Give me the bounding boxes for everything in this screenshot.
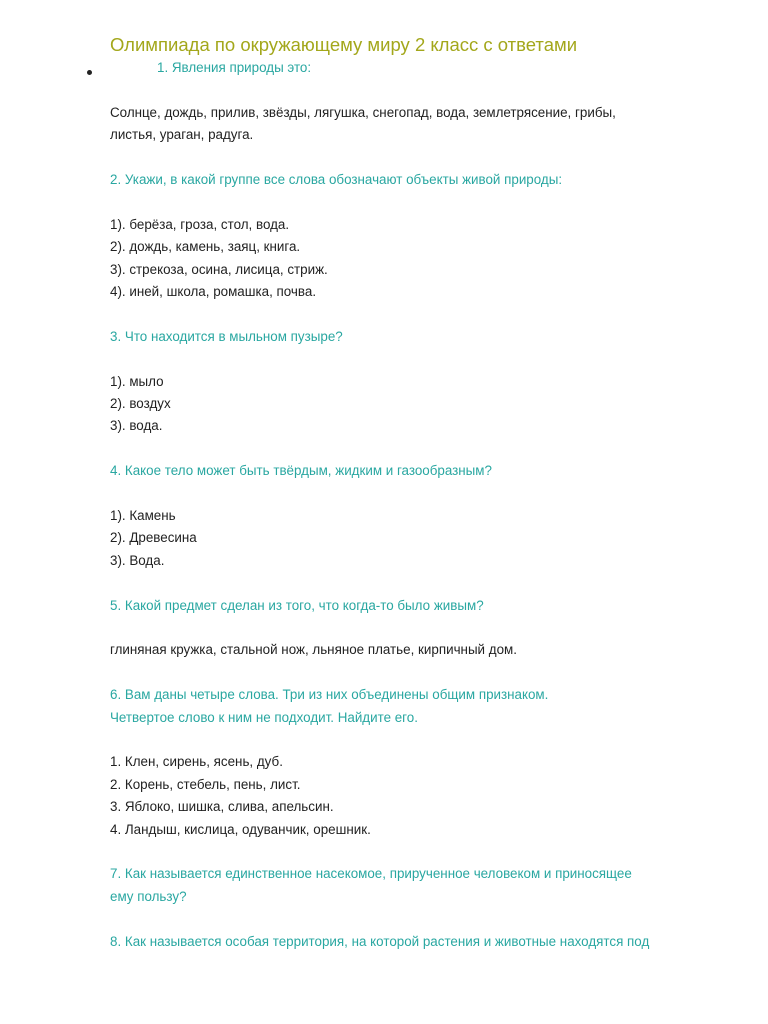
document-title: Олимпиада по окружающему миру 2 класс с ответами [110, 34, 578, 55]
answer-line: 4). иней, школа, ромашка, почва. [110, 284, 317, 299]
answer-line: 2). Древесина [110, 530, 197, 546]
answer-line: 4. Ландыш, кислица, одуванчик, орешник. [110, 821, 371, 837]
answer-line: глиняная кружка, стальной нож, льняное платье, кирпичный дом. [110, 642, 517, 658]
answer-line: Солнце, дождь, прилив, звёзды, лягушка, снегопад, вода, землетрясение, грибы, [110, 104, 616, 120]
question-line: 3. Что находится в мыльном пузыре? [110, 328, 343, 344]
answer-line: 2). воздух [110, 396, 171, 411]
question-line: 4. Какое тело может быть твёрдым, жидким и газообразным? [110, 463, 492, 479]
question-line: 8. Как называется особая территория, на которой растения и животные находятся под [110, 933, 650, 949]
list-bullet [87, 70, 92, 75]
question-line: ему пользу? [110, 888, 187, 904]
answer-line: листья, ураган, радуга. [110, 127, 254, 143]
answer-line: 1). мыло [110, 373, 164, 389]
answer-line: 1). Камень [110, 508, 176, 523]
answer-line: 2). дождь, камень, заяц, книга. [110, 239, 301, 255]
question-line: 6. Вам даны четыре слова. Три из них объединены общим признаком. [110, 687, 549, 703]
answer-line: 3. Яблоко, шишка, слива, апельсин. [110, 799, 334, 815]
question-line: 2. Укажи, в какой группе все слова обозначают объекты живой природы: [110, 172, 563, 187]
question-line: 7. Как называется единственное насекомое, прирученное человеком и приносящее [110, 866, 632, 882]
answer-line: 3). стрекоза, осина, лисица, стриж. [110, 261, 328, 277]
answer-line: 2. Корень, стебель, пень, лист. [110, 776, 301, 792]
question-line: 1. Явления природы это: [157, 60, 312, 75]
answer-line: 1). берёза, гроза, стол, вода. [110, 216, 290, 232]
question-line: Четвертое слово к ним не подходит. Найдите его. [110, 709, 418, 725]
question-line: 5. Какой предмет сделан из того, что когда-то было живым? [110, 597, 484, 613]
answer-line: 1. Клен, сирень, ясень, дуб. [110, 754, 283, 770]
answer-line: 3). вода. [110, 418, 163, 434]
answer-line: 3). Вода. [110, 552, 165, 568]
